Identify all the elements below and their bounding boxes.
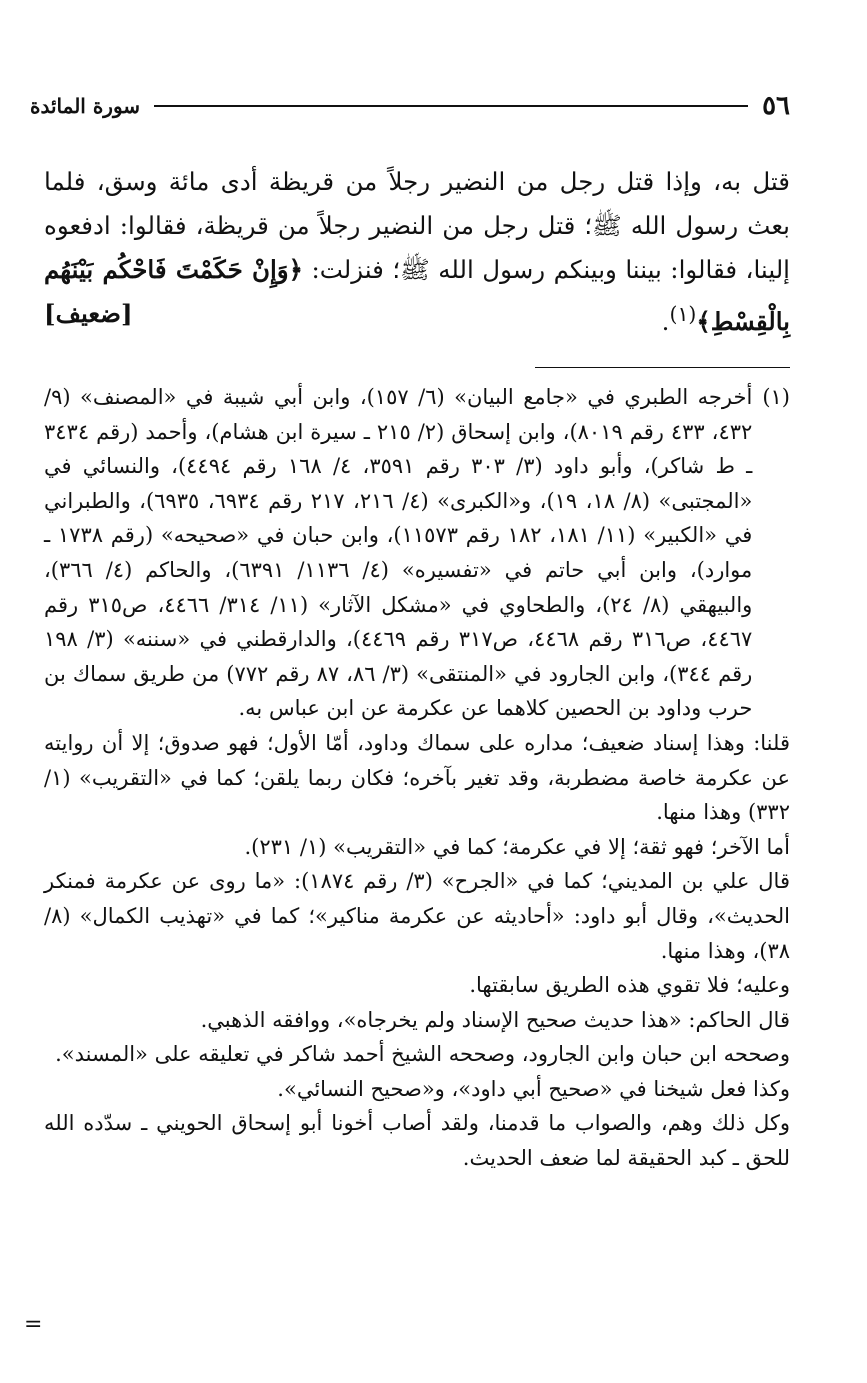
footnote-paragraph: وكذا فعل شيخنا في «صحيح أبي داود»، و«صحيح النسائي».: [277, 1076, 790, 1101]
main-paragraph-end: .: [661, 307, 670, 337]
quran-verse: ﴿وَإِنْ حَكَمْتَ فَاحْكُم بَيْنَهُم بِالْقِسْطِ﴾: [44, 255, 790, 337]
main-paragraph-text: قتل به، وإذا قتل رجل من النضير رجلاً من قريظة أدى مائة وسق، فلما بعث رسول الله ﷺ؛ قتل رجل من النضير رجلاً من قريظة، فقالوا: ادفعوه إلينا، فقالوا: بيننا وبينكم رسول الله ﷺ؛ فنزلت:: [44, 167, 790, 284]
footnotes: [44, 380, 790, 1176]
grade-label: [ضعيف]: [44, 299, 133, 328]
footnote-text: أخرجه الطبري في «جامع البيان» (٦/ ١٥٧)، وابن أبي شيبة في «المصنف» (٩/ ٤٣٢، ٤٣٣ رقم ٨٠١٩)، وابن إسحاق (٢/ ٢١٥ ـ سيرة ابن هشام)، وأحمد (رقم ٣٤٣٤ ـ ط شاكر)، وأبو داود (٣/ ٣٠٣ رقم ٣٥٩١، ٤/ ١٦٨ رقم ٤٤٩٤)، والنسائي في «المجتبى» (٨/ ١٨، ١٩)، و«الكبرى» (٤/ ٢١٦، ٢١٧ رقم ٦٩٣٤، ٦٩٣٥)، والطبراني في «الكبير» (١١/ ١٨١، ١٨٢ رقم ١١٥٧٣)، وابن حبان في «صحيحه» (رقم ١٧٣٨ ـ موارد)، وابن أبي حاتم في «تفسيره» (٤/ ١١٣٦/ ٦٣٩١)، والحاكم (٤/ ٣٦٦)، والبيهقي (٨/ ٢٤)، والطحاوي في «مشكل الآثار» (١١/ ٣١٤/ ٤٤٦٦، ص٣١٥ رقم ٤٤٦٧، ص٣١٦ رقم ٤٤٦٨، ص٣١٧ رقم ٤٤٦٩)، والدارقطني في «سننه» (٣/ ١٩٨ رقم ٣٤٤)، وابن الجارود في «المنتقى» (٣/ ٨٦، ٨٧ رقم ٧٧٢) من طريق سماك بن حرب وداود بن الحصين كلاهما عن عكرمة عن ابن عباس به.: [44, 385, 753, 721]
footnote-paragraph: قلنا: وهذا إسناد ضعيف؛ مداره على سماك وداود، أمّا الأول؛ فهو صدوق؛ إلا أن روايته عن عكرمة خاصة مضطربة، وقد تغير بآخره؛ فكان ربما يلقن؛ كما في «التقريب» (١/ ٣٣٢) وهذا منها.: [44, 730, 790, 825]
page-number: ٥٦: [762, 91, 790, 121]
continuation-mark: =: [24, 1312, 43, 1337]
footnote-paragraph: قال الحاكم: «هذا حديث صحيح الإسناد ولم يخرجاه»، ووافقه الذهبي.: [200, 1007, 790, 1032]
footnote-paragraph: أما الآخر؛ فهو ثقة؛ إلا في عكرمة؛ كما في «التقريب» (١/ ٢٣١).: [244, 834, 790, 859]
footnote-item: [44, 380, 790, 726]
footnote-paragraph: وعليه؛ فلا تقوي هذه الطريق سابقتها.: [469, 973, 790, 998]
footnote-paragraph: وصححه ابن حبان وابن الجارود، وصححه الشيخ أحمد شاكر في تعليقه على «المسند».: [55, 1042, 790, 1067]
footnote-ref: (١): [669, 302, 697, 326]
main-paragraph: [44, 160, 790, 344]
footnote-number: (١): [762, 385, 790, 409]
main-text: [44, 160, 790, 344]
header-rule: [154, 105, 748, 107]
footnote-paragraph: وكل ذلك وهم، والصواب ما قدمنا، ولقد أصاب أخونا أبو إسحاق الحويني ـ سدّده الله للحق ـ كبد الحقيقة لما ضعف الحديث.: [44, 1111, 790, 1171]
footnote-paragraph: قال علي بن المديني؛ كما في «الجرح» (٣/ رقم ١٨٧٤): «ما روى عن عكرمة فمنكر الحديث»، وقال أبو داود: «أحاديثه عن عكرمة مناكير»؛ كما في «تهذيب الكمال» (٨/ ٣٨)، وهذا منها.: [44, 869, 790, 963]
page-header: [30, 88, 790, 124]
surah-title: سورة المائدة: [30, 94, 141, 118]
footnote-separator: [535, 367, 790, 368]
